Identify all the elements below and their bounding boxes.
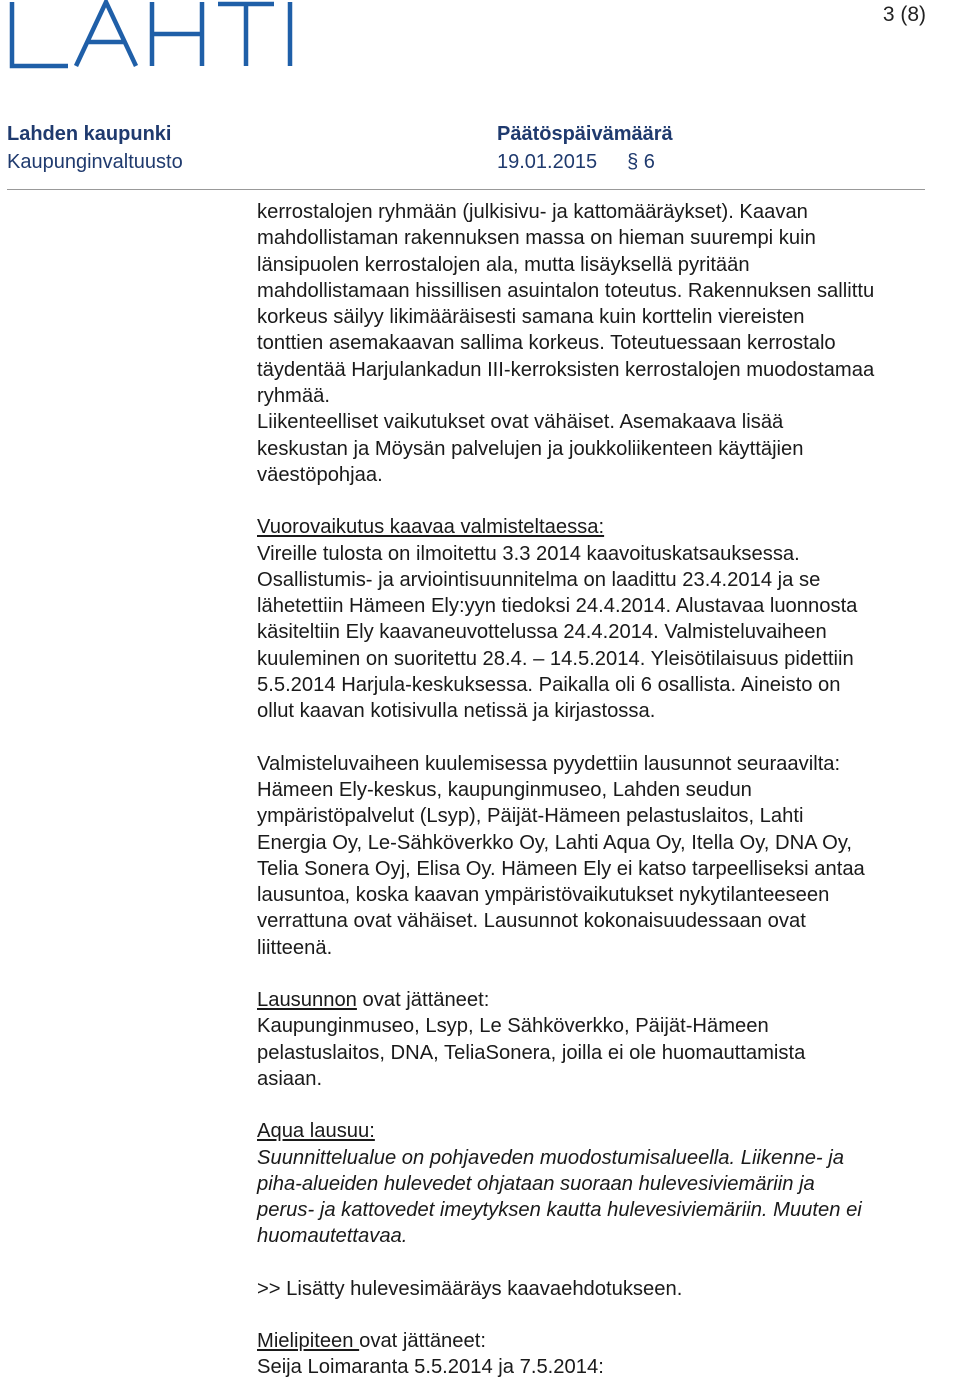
text-line: kerrostalojen ryhmään (julkisivu- ja kattomääräykset). Kaavan [257, 201, 808, 223]
text-line: Kaupunginmuseo, Lsyp, Le Sähköverkko, Päijät-Hämeen [257, 1015, 769, 1038]
quoted-line: perus- ja kattovedet imeytyksen kautta hulevesiviemäriin. Muuten ei [257, 1199, 862, 1222]
text-line: täydentää Harjulankadun III-kerroksisten kerrostalojen muodostamaa [257, 358, 875, 381]
header-organization-block [7, 120, 183, 176]
document-body [257, 199, 957, 1381]
text-line: Hämeen Ely-keskus, kaupunginmuseo, Lahden seudun [257, 778, 752, 801]
text-line: verrattuna ovat vähäiset. Lausunnot kokonaisuudessaan ovat [257, 910, 806, 933]
quoted-line: huomautettavaa. [257, 1225, 408, 1248]
opinions-heading-underlined: Mielipiteen [257, 1329, 360, 1352]
text-line: ympäristöpalvelut (Lsyp), Päijät-Hämeen pelastuslaitos, Lahti [257, 805, 804, 828]
opinions-heading-rest: ovat jättäneet: [359, 1329, 486, 1352]
text-line: ollut kaavan kotisivulla netissä ja kirjastossa. [257, 700, 656, 723]
interaction-heading: Vuorovaikutus kaavaa valmisteltaessa: [257, 516, 605, 539]
statements-heading [257, 987, 957, 1013]
text-line: väestöpohjaa. [257, 463, 383, 486]
text-line: Vireille tulosta on ilmoitettu 3.3 2014 kaavoituskatsauksessa. [257, 542, 800, 565]
text-line: ryhmää. [257, 385, 330, 408]
text-line: tonttien asemakaavan sallima korkeus. Toteutuessaan kerrostalo [257, 332, 836, 355]
text-line: kuuleminen on suoritettu 28.4. – 14.5.2014. Yleisötilaisuus pidettiin [257, 647, 854, 670]
organization-name: Lahden kaupunki [7, 123, 172, 145]
quoted-line: Suunnittelualue on pohjaveden muodostumisalueella. Liikenne- ja [257, 1146, 844, 1169]
text-line: Valmisteluvaiheen kuulemisessa pyydettiin lausunnot seuraavilta: [257, 752, 841, 775]
governing-body: Kaupunginvaltuusto [7, 151, 183, 173]
section-symbol: § [627, 151, 639, 173]
text-line: keskustan ja Möysän palvelujen ja joukkoliikenteen käyttäjien [257, 437, 804, 460]
text-line: länsipuolen kerrostalojen ala, mutta lisäyksellä pyritään [257, 253, 750, 276]
decision-date: 19.01.2015 [497, 151, 598, 173]
text-line: Seija Loimaranta 5.5.2014 ja 7.5.2014: [257, 1356, 604, 1379]
text-line: Liikenteelliset vaikutukset ovat vähäiset. Asemakaava lisää [257, 411, 784, 434]
text-line: asiaan. [257, 1067, 323, 1090]
decision-date-line [497, 148, 673, 176]
text-line: Telia Sonera Oyj, Elisa Oy. Hämeen Ely ei katso tarpeelliseksi antaa [257, 857, 865, 880]
text-line: lausuntoa, koska kaavan ympäristövaikutukset nykytilanteeseen [257, 884, 830, 907]
text-line: korkeus säilyy likimääräisesti samana kuin korttelin viereisten [257, 306, 805, 329]
statements-heading-rest: ovat jättäneet: [356, 989, 490, 1012]
header-date-block [497, 120, 673, 176]
text-line: liitteenä. [257, 936, 333, 959]
header-divider [7, 189, 925, 190]
text-line: käsiteltiin Ely kaavaneuvottelussa 24.4.2014. Valmisteluvaiheen [257, 621, 827, 644]
statements-heading-underlined: Lausunnon [257, 989, 357, 1012]
section-number: 6 [643, 151, 655, 173]
text-line: Energia Oy, Le-Sähköverkko Oy, Lahti Aqua Oy, Itella Oy, DNA Oy, [257, 831, 853, 854]
text-line: 5.5.2014 Harjula-keskuksessa. Paikalla oli 6 osallista. Aineisto on [257, 674, 841, 697]
text-line: pelastuslaitos, DNA, TeliaSonera, joilla ei ole huomauttamista [257, 1041, 806, 1064]
quoted-line: piha-alueiden hulevedet ohjataan suoraan hulevesiviemäriin ja [257, 1172, 815, 1195]
response-line: >> Lisätty hulevesimääräys kaavaehdotukseen. [257, 1277, 683, 1300]
date-label: Päätöspäivämäärä [497, 123, 673, 145]
text-line: mahdollistamaan hissillisen asuintalon toteutus. Rakennuksen sallittu [257, 279, 875, 302]
opinions-heading [257, 1328, 957, 1354]
aqua-heading: Aqua lausuu: [257, 1120, 375, 1143]
text-line: lähetettiin Hämeen Ely:yyn tiedoksi 24.4.2014. Alustavaa luonnosta [257, 595, 858, 618]
text-line: mahdollistaman rakennuksen massa on hieman suurempi kuin [257, 227, 816, 250]
page-number: 3 (8) [882, 3, 926, 26]
lahti-logo [6, 0, 296, 70]
text-line: Osallistumis- ja arviointisuunnitelma on laadittu 23.4.2014 ja se [257, 568, 821, 591]
